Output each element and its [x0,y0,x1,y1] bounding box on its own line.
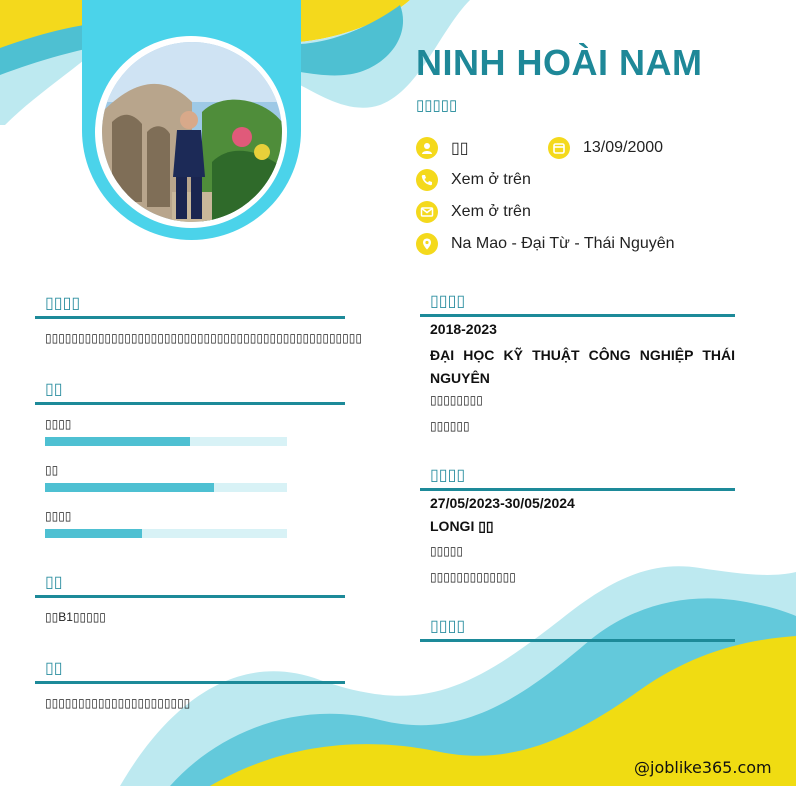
skill-bar [45,437,287,446]
email-icon [416,201,438,223]
skill-bar [45,529,287,538]
candidate-name: NINH HOÀI NAM [416,42,703,83]
education-divider [420,314,735,317]
experience-period: 27/05/2023-30/05/2024 [430,495,575,511]
objective-title: ▯▯▯▯ [45,295,81,312]
address-value: Na Mao - Đại Từ - Thái Nguyên [451,235,675,252]
skill-bar [45,483,287,492]
email-row [416,201,531,223]
interests-title: ▯▯ [45,660,63,677]
avatar [102,42,282,222]
experience-company: LONGI ▯▯ [430,518,494,534]
skills-title: ▯▯ [45,381,63,398]
interests-divider [35,681,345,684]
phone-value[interactable]: Xem ở trên [451,171,531,188]
experience-title: ▯▯▯▯ [430,467,466,484]
skills-divider [35,402,345,405]
phone-row [416,169,531,191]
certificates-title: ▯▯ [45,574,63,591]
skill-bar-fill [45,483,214,492]
education-period: 2018-2023 [430,321,497,337]
certificates-text: ▯▯B1▯▯▯▯▯ [45,610,106,624]
gender-row [416,137,469,159]
avatar-photo [102,42,282,222]
experience-description: ▯▯▯▯▯▯▯▯▯▯▯▯▯ [430,570,516,584]
education-major: ▯▯▯▯▯▯▯▯ [430,393,483,407]
experience-position: ▯▯▯▯▯ [430,544,464,558]
skill-label: ▯▯▯▯ [45,509,72,523]
certificates-divider [35,595,345,598]
experience-divider [420,488,735,491]
gender-value: ▯▯ [451,140,469,157]
activities-title: ▯▯▯▯ [430,618,466,635]
objective-text: ▯▯▯▯▯▯▯▯▯▯▯▯▯▯▯▯▯▯▯▯▯▯▯▯▯▯▯▯▯▯▯▯▯▯▯▯▯▯▯▯▯▯▯▯▯▯▯▯ [45,331,362,345]
user-icon [416,137,438,159]
skill-label: ▯▯▯▯ [45,417,72,431]
interests-text: ▯▯▯▯▯▯▯▯▯▯▯▯▯▯▯▯▯▯▯▯▯▯ [45,696,191,710]
email-value[interactable]: Xem ở trên [451,203,531,220]
skill-label: ▯▯ [45,463,59,477]
skill-bar-fill [45,437,190,446]
education-school: ĐẠI HỌC KỸ THUẬT CÔNG NGHIỆP THÁI NGUYÊN [430,347,735,386]
skill-bar-fill [45,529,142,538]
address-row [416,233,675,255]
objective-divider [35,316,345,319]
education-note: ▯▯▯▯▯▯ [430,419,470,433]
site-watermark[interactable]: @joblike365.com [634,758,772,777]
location-pin-icon [416,233,438,255]
birthday-value: 13/09/2000 [583,139,664,156]
phone-icon [416,169,438,191]
candidate-role: ▯▯▯▯▯ [416,97,458,114]
education-title: ▯▯▯▯ [430,293,466,310]
activities-divider [420,639,735,642]
birthday-row [548,137,663,159]
calendar-icon [548,137,570,159]
